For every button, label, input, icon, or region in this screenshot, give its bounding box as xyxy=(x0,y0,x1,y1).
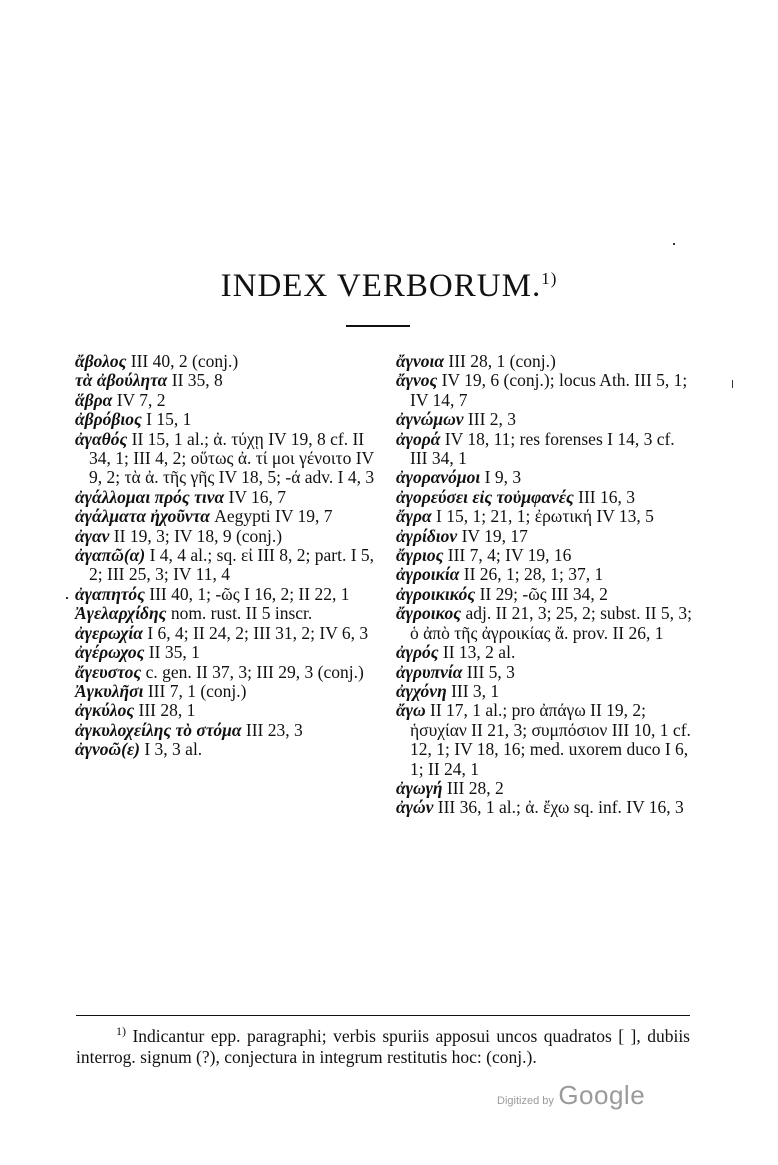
entry-references: I 3, 3 al. xyxy=(139,739,203,760)
index-entry xyxy=(396,546,696,565)
entry-references: II 13, 2 al. xyxy=(438,642,516,663)
entry-references: IV 19, 17 xyxy=(457,525,528,546)
entry-headword: ἀγορανόμοι xyxy=(396,467,481,488)
index-entry xyxy=(75,546,375,585)
entry-headword: ἀβρόβιος xyxy=(75,409,142,430)
index-entry xyxy=(75,604,375,623)
entry-headword: ἀγροικία xyxy=(396,564,460,585)
entry-headword: τὰ ἀβούλητα xyxy=(75,370,168,391)
index-entry xyxy=(396,468,696,487)
entry-references: II 26, 1; 28, 1; 37, 1 xyxy=(459,564,604,585)
index-entry xyxy=(396,410,696,429)
index-entry xyxy=(75,721,375,740)
entry-references: III 5, 3 xyxy=(462,661,515,682)
entry-references: IV 16, 7 xyxy=(224,486,287,507)
index-entry xyxy=(396,604,696,643)
index-entry xyxy=(75,527,375,546)
footnote-marker: 1) xyxy=(116,1024,126,1038)
index-entry xyxy=(396,488,696,507)
index-column-right xyxy=(396,352,696,818)
index-entry xyxy=(75,371,375,390)
entry-references: III 7, 1 (conj.) xyxy=(143,680,247,701)
entry-references: II 35, 1 xyxy=(144,642,200,663)
index-entry xyxy=(396,779,696,798)
entry-references: I 6, 4; II 24, 2; III 31, 2; IV 6, 3 xyxy=(142,622,369,643)
entry-headword: ἀγχόνη xyxy=(396,680,447,701)
index-entry xyxy=(75,585,375,604)
entry-references: II 19, 3; IV 18, 9 (conj.) xyxy=(109,525,283,546)
scan-speck xyxy=(66,597,68,599)
index-entry xyxy=(396,352,696,371)
index-entry xyxy=(396,663,696,682)
index-entry xyxy=(75,663,375,682)
entry-headword: ἀγνοῶ(ε) xyxy=(75,739,140,760)
entry-headword: ἀγορεύσει εἰς τοὐμφανές xyxy=(396,486,574,507)
index-entry xyxy=(396,701,696,779)
digitized-watermark xyxy=(497,1080,645,1111)
entry-headword: ἀγαν xyxy=(75,525,110,546)
entry-headword: ἀγκυλοχείλης τὸ στόμα xyxy=(75,719,242,740)
entry-headword: ἄγρα xyxy=(396,506,432,527)
entry-references: III 36, 1 al.; ἀ. ἔχω sq. inf. IV 16, 3 xyxy=(433,797,684,818)
entry-references: III 28, 1 xyxy=(134,700,196,721)
entry-headword: ἀγνώμων xyxy=(396,409,464,430)
index-entry xyxy=(75,701,375,720)
index-entry xyxy=(75,682,375,701)
entry-references: adj. II 21, 3; 25, 2; subst. II 5, 3; ὁ ἀπὸ τῆς ἀγροικίας ἄ. prov. II 26, 1 xyxy=(410,603,692,643)
title-divider xyxy=(346,325,410,327)
entry-references: nom. rust. II 5 inscr. xyxy=(166,603,313,624)
index-entry xyxy=(396,430,696,469)
entry-references: I 9, 3 xyxy=(480,467,522,488)
page-title xyxy=(0,268,778,305)
entry-headword: ἄγω xyxy=(396,700,426,721)
entry-headword: ἄγευστος xyxy=(75,661,142,682)
footnote-divider xyxy=(76,1015,690,1016)
index-entry xyxy=(75,410,375,429)
entry-references: II 35, 8 xyxy=(167,370,223,391)
index-entry xyxy=(396,585,696,604)
entry-references: Aegypti IV 19, 7 xyxy=(209,506,333,527)
index-entry xyxy=(75,430,375,488)
entry-references: III 16, 3 xyxy=(573,486,636,507)
index-entry xyxy=(75,391,375,410)
entry-headword: ἀγροικικός xyxy=(396,583,476,604)
index-column-left xyxy=(75,352,375,760)
index-entry xyxy=(75,643,375,662)
entry-references: IV 19, 6 (conj.); locus Ath. III 5, 1; IV 14, 7 xyxy=(410,370,688,410)
entry-references: II 15, 1 al.; ἀ. τύχῃ IV 19, 8 cf. II 34, 1; III 4, 2; οὕτως ἀ. τί μοι γένοιτο IV 9, 2; τὰ ἀ. τῆς γῆς IV 18, 5; -ά adv. I 4, 3 xyxy=(89,428,375,488)
entry-headword: ἀγερωχία xyxy=(75,622,143,643)
entry-references: III 28, 2 xyxy=(442,777,504,798)
entry-headword: ἀγρός xyxy=(396,642,439,663)
entry-references: III 28, 1 (conj.) xyxy=(444,351,556,371)
entry-headword: ἀγάλματα ἠχοῦντα xyxy=(75,506,210,527)
entry-headword: ἄγνος xyxy=(396,370,438,391)
entry-references: III 40, 2 (conj.) xyxy=(126,351,239,371)
entry-headword: ἀγωγή xyxy=(396,777,443,798)
index-entry xyxy=(396,643,696,662)
entry-headword: ἀγρυπνία xyxy=(396,661,463,682)
entry-headword: ἄγροικος xyxy=(396,603,462,624)
scan-speck xyxy=(732,380,733,388)
footnote-text: Indicantur epp. paragraphi; verbis spuriis apposui uncos quadratos [ ], dubiis interrog. signum (?), conjectura in integrum restitutis hoc: (conj.). xyxy=(76,1025,690,1067)
entry-references: III 7, 4; IV 19, 16 xyxy=(443,545,572,566)
entry-headword: ἀγέρωχος xyxy=(75,642,145,663)
entry-headword: ἀγαθός xyxy=(75,428,128,449)
entry-references: III 3, 1 xyxy=(446,680,500,701)
index-entry xyxy=(75,507,375,526)
index-entry xyxy=(75,740,375,759)
entry-references: I 4, 4 al.; sq. εἰ III 8, 2; part. I 5, 2; III 25, 3; IV 11, 4 xyxy=(89,545,375,585)
entry-headword: ἀγαπητός xyxy=(75,583,145,604)
entry-references: III 23, 3 xyxy=(241,719,303,740)
index-entry xyxy=(396,527,696,546)
index-entry xyxy=(396,371,696,410)
entry-references: I 15, 1 xyxy=(141,409,192,430)
entry-references: II 29; -ῶς III 34, 2 xyxy=(475,583,608,604)
entry-headword: ἀγών xyxy=(396,797,434,818)
entry-headword: ἀγαπῶ(α) xyxy=(75,545,146,566)
entry-references: III 2, 3 xyxy=(463,409,517,430)
entry-headword: ἄγριος xyxy=(396,545,444,566)
entry-headword: ἄβολος xyxy=(75,351,127,371)
entry-references: I 15, 1; 21, 1; ἐρωτική IV 13, 5 xyxy=(431,506,654,527)
entry-references: III 40, 1; -ῶς I 16, 2; II 22, 1 xyxy=(144,583,350,604)
google-logo: Google xyxy=(558,1080,646,1110)
entry-headword: Ἀγελαρχίδης xyxy=(75,603,167,624)
entry-references: IV 18, 11; res forenses I 14, 3 cf. III 34, 1 xyxy=(410,428,675,469)
watermark-prefix: Digitized by xyxy=(497,1095,554,1107)
entry-headword: Ἀγκυλῆσι xyxy=(75,680,144,701)
index-entry xyxy=(75,488,375,507)
scan-speck xyxy=(673,243,675,245)
index-entry xyxy=(396,507,696,526)
entry-references: c. gen. II 37, 3; III 29, 3 (conj.) xyxy=(141,661,364,682)
entry-headword: ἄγνοια xyxy=(396,351,445,371)
entry-headword: ἅβρα xyxy=(75,389,113,410)
entry-references: IV 7, 2 xyxy=(112,389,166,410)
entry-headword: ἀγρίδιον xyxy=(396,525,458,546)
index-entry xyxy=(396,565,696,584)
footnote xyxy=(76,1021,690,1068)
index-entry xyxy=(396,682,696,701)
entry-headword: ἀγάλλομαι πρός τινα xyxy=(75,486,225,507)
entry-headword: ἀγκύλος xyxy=(75,700,135,721)
title-footnote-marker: 1) xyxy=(541,269,558,288)
entry-references: II 17, 1 al.; pro ἀπάγω II 19, 2; ἡσυχίαν II 21, 3; συμπόσιον III 10, 1 cf. 12, 1; IV 18, 16; med. uxorem duco I 6, 1; II 24, 1 xyxy=(410,700,691,779)
index-entry xyxy=(396,798,696,817)
index-entry xyxy=(75,352,375,371)
index-entry xyxy=(75,624,375,643)
title-text: INDEX VERBORUM. xyxy=(220,268,542,304)
entry-headword: ἀγορά xyxy=(396,428,441,449)
